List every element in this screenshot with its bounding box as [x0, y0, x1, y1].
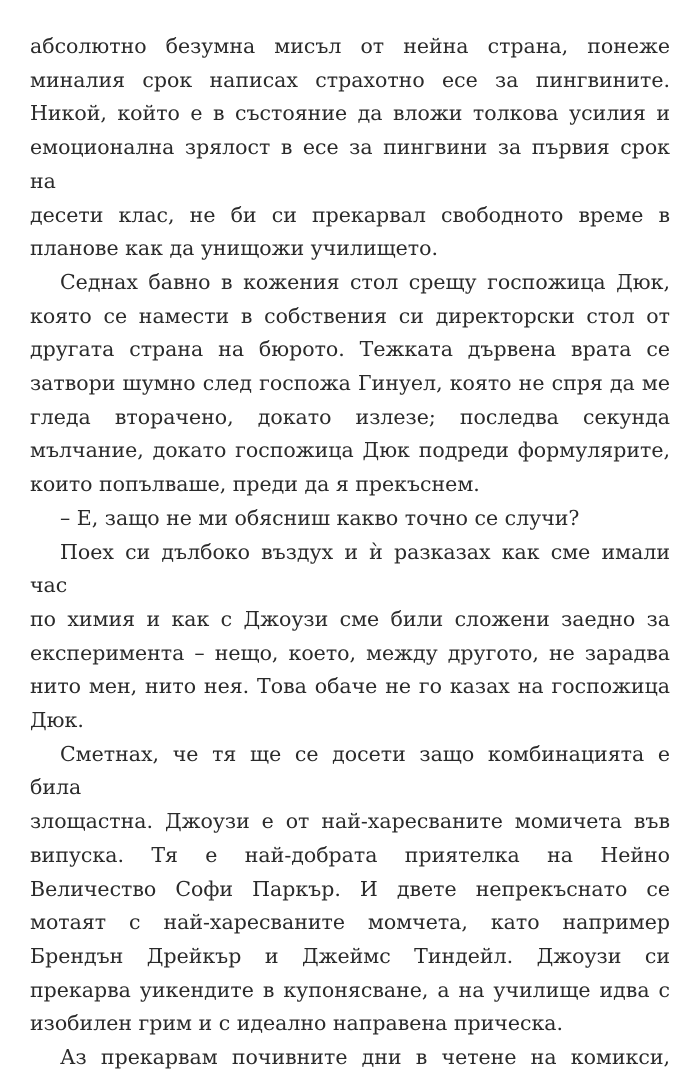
line: випуска. Тя е най-добрата приятелка на Нейно	[30, 842, 670, 867]
text-line	[30, 670, 670, 704]
paragraph-4-end	[30, 704, 670, 738]
line: злощастна. Джоузи е от най-харесваните момичета във	[30, 809, 670, 834]
text-line	[30, 738, 670, 805]
line: абсолютно безумна мисъл от нейна страна, понеже	[30, 34, 670, 58]
line: планове как да унищожи училището.	[30, 236, 439, 261]
text-line	[30, 805, 670, 839]
line: гледа вторачено, докато излезе; последва секунда	[30, 404, 670, 429]
line: експеримента – нещо, което, между другото, не зарадва	[30, 640, 670, 665]
text-line	[30, 906, 670, 940]
line: – Е, защо не ми обясниш какво точно се случи?	[60, 505, 580, 530]
text-line	[30, 367, 670, 401]
line: затвори шумно след госпожа Гинуел, която не спря да ме	[30, 371, 670, 396]
text-line	[30, 434, 670, 468]
line: Аз прекарвам почивните дни в четене на комикси,	[60, 1045, 670, 1070]
text-line	[30, 97, 670, 131]
line: мълчание, докато госпожица Дюк подреди формулярите,	[30, 438, 670, 463]
line: която се намести в собствения си директорски стол от	[30, 303, 670, 328]
paragraph-3-dialogue	[30, 502, 670, 536]
text-line	[30, 300, 670, 334]
text-line	[30, 839, 670, 873]
text-line	[30, 603, 670, 637]
paragraph-5	[30, 738, 670, 1008]
line: които попълваше, преди да я прекъснем.	[30, 472, 480, 497]
text-line	[30, 536, 670, 603]
text-line	[30, 873, 670, 907]
text-line	[30, 199, 670, 233]
line: Брендън Дрейкър и Джеймс Тиндейл. Джоузи си	[30, 943, 670, 968]
line: мотаят с най-харесваните момчета, като например	[30, 910, 670, 935]
paragraph-4	[30, 536, 670, 705]
line: емоционална зрялост в есе за пингвини за първия срок на	[30, 135, 670, 193]
text-line	[30, 64, 670, 98]
paragraph-2	[30, 266, 670, 468]
paragraph-5-end	[30, 1007, 670, 1041]
line: прекарва уикендите в купонясване, а на училище идва с	[30, 977, 670, 1002]
line: изобилен грим и с идеално направена прическа.	[30, 1011, 564, 1036]
paragraph-6	[30, 1041, 670, 1075]
text-line	[30, 266, 670, 300]
line: нито мен, нито нея. Това обаче не го казах на госпожица	[30, 674, 670, 699]
line: Седнах бавно в кожения стол срещу госпожица Дюк,	[60, 269, 670, 294]
line: Никой, който е в състояние да вложи толкова усилия и	[30, 101, 670, 126]
text-line	[30, 131, 670, 198]
line: другата страна на бюрото. Тежката дървена врата се	[30, 337, 670, 362]
text-line	[30, 333, 670, 367]
text-line	[30, 974, 670, 1008]
paragraph-1	[30, 30, 670, 232]
line: Дюк.	[30, 708, 84, 733]
text-line	[30, 940, 670, 974]
paragraph-1-end	[30, 232, 670, 266]
line: Сметнах, че тя ще се досети защо комбинацията е била	[30, 741, 670, 800]
text-line	[30, 637, 670, 671]
line: Поех си дълбоко въздух и ѝ разказах как сме имали час	[30, 539, 670, 598]
line: десети клас, не би си прекарвал свободното време в	[30, 202, 670, 227]
text-line	[30, 401, 670, 435]
line: по химия и как с Джоузи сме били сложени заедно за	[30, 606, 670, 631]
book-page	[30, 30, 670, 1075]
line: миналия срок написах страхотно есе за пингвините.	[30, 67, 670, 92]
paragraph-2-end	[30, 468, 670, 502]
line: Величество Софи Паркър. И двете непрекъснато се	[30, 876, 670, 901]
text-line	[30, 30, 670, 64]
